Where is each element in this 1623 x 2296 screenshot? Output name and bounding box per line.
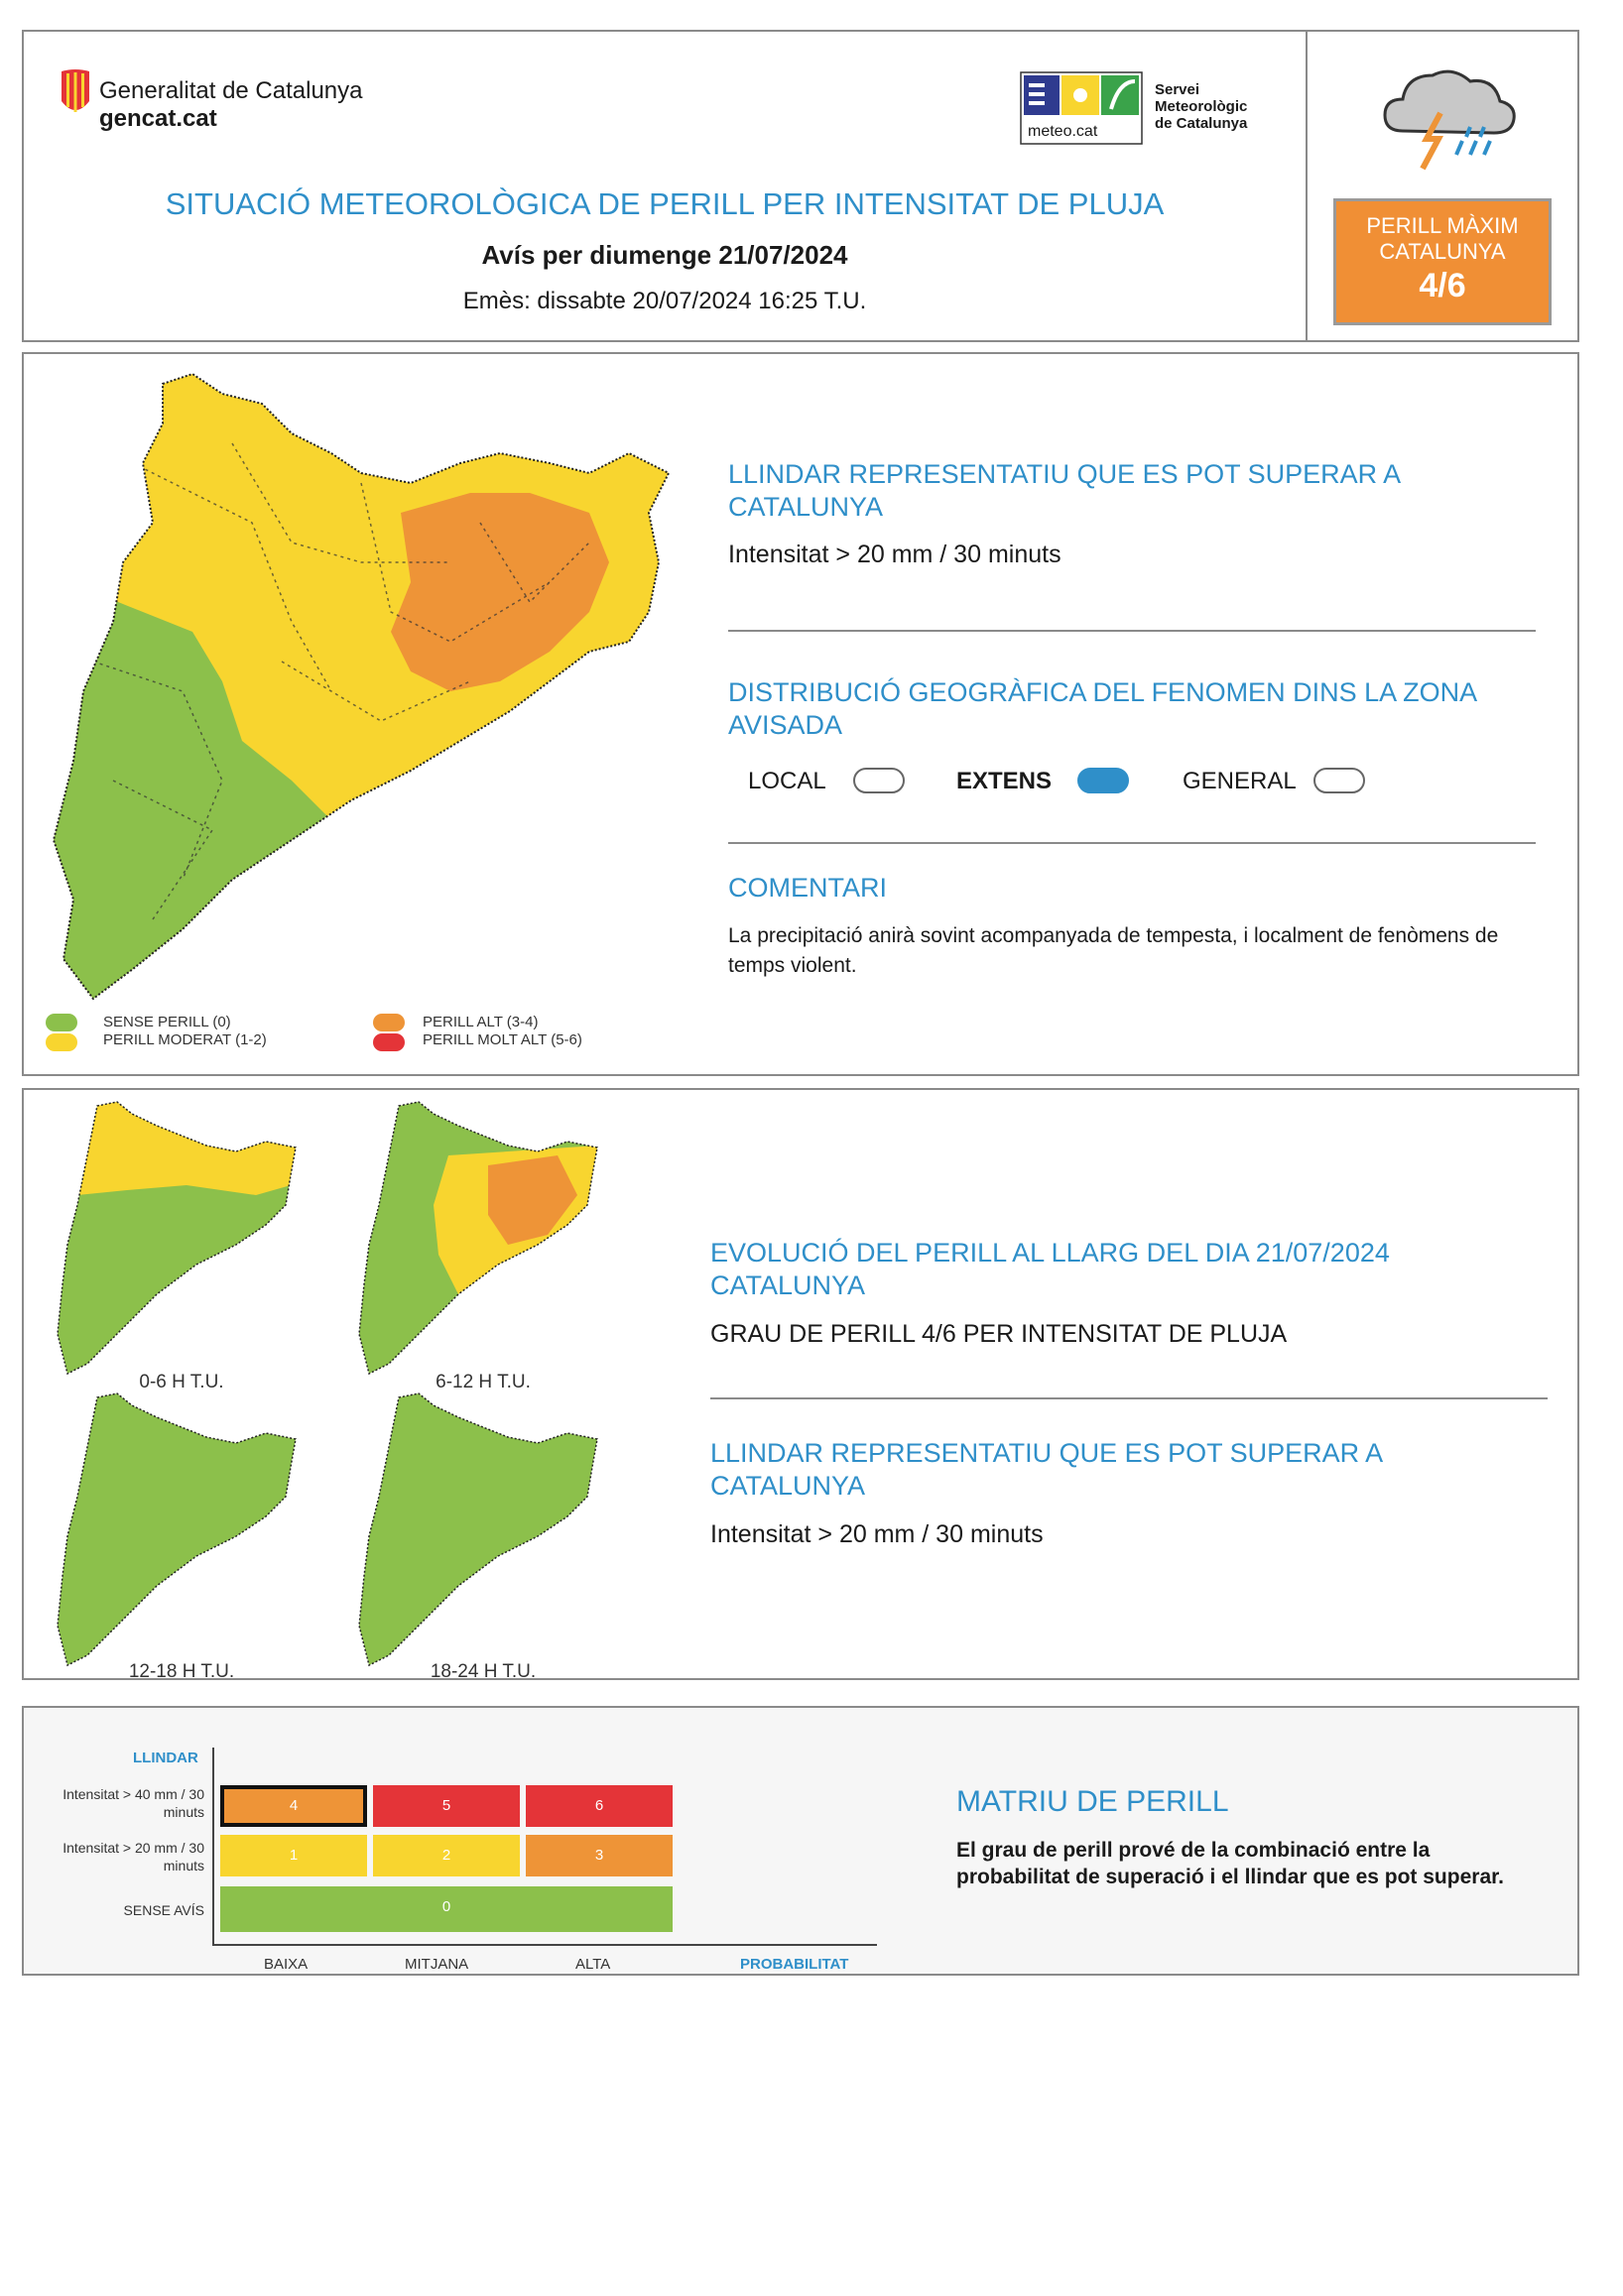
matrix-cell-5: 5 [373, 1785, 520, 1827]
avis-date: Avís per diumenge 21/07/2024 [481, 240, 848, 270]
period-label-6-12: 6-12 H T.U. [436, 1372, 531, 1392]
legend-label-no-danger: SENSE PERILL (0) [103, 1014, 231, 1030]
matrix-cell-0: 0 [220, 1886, 673, 1932]
divider [728, 630, 1536, 632]
matrix-title: MATRIU DE PERILL [956, 1785, 1229, 1818]
period-label-12-18: 12-18 H T.U. [128, 1661, 235, 1682]
distribution-local-indicator [853, 768, 905, 793]
perill-maxim-value: 4/6 [1419, 267, 1466, 304]
period-label-0-6: 0-6 H T.U. [139, 1372, 224, 1392]
matrix-cell-1: 1 [220, 1835, 367, 1876]
matrix-x-label-baixa: BAIXA [264, 1956, 309, 1973]
matrix-x-title: PROBABILITAT [740, 1956, 849, 1973]
org-site: gencat.cat [99, 105, 217, 132]
smc-line3: de Catalunya [1155, 115, 1248, 132]
llindar-title: LLINDAR REPRESENTATIU QUE ES POT SUPERAR A CATALUNYA [728, 459, 1400, 522]
header-panel [22, 30, 1579, 342]
divider [710, 1397, 1548, 1399]
legend-swatch-orange [373, 1014, 405, 1031]
header-divider [1306, 32, 1308, 340]
divider [728, 842, 1536, 844]
matrix-cell-6: 6 [526, 1785, 673, 1827]
distribution-general-label: GENERAL [1183, 768, 1297, 794]
emes-date: Emès: dissabte 20/07/2024 16:25 T.U. [462, 288, 867, 314]
distribution-extens-label: EXTENS [956, 768, 1053, 794]
matrix-y-axis [212, 1748, 214, 1946]
generalitat-logo-icon [58, 67, 93, 119]
matrix-cell-4: 4 [220, 1785, 367, 1827]
matrix-y-title: LLINDAR [133, 1750, 198, 1766]
smc-line2: Meteorològic [1155, 98, 1248, 115]
legend-label-high: PERILL ALT (3-4) [423, 1014, 539, 1030]
catalonia-hazard-map [34, 364, 698, 1009]
legend-swatch-red [373, 1033, 405, 1051]
matrix-x-label-alta: ALTA [575, 1956, 611, 1973]
matrix-panel [22, 1706, 1579, 1976]
perill-maxim-badge [1333, 198, 1552, 325]
legend-swatch-yellow [46, 1033, 77, 1051]
perill-maxim-label: PERILL MÀXIM [1366, 213, 1519, 238]
perill-maxim-region: CATALUNYA [1379, 239, 1506, 264]
rain-storm-cloud-icon [1363, 52, 1532, 181]
llindar-text: Intensitat > 20 mm / 30 minuts [728, 541, 1061, 568]
distribution-extens-indicator [1077, 768, 1129, 793]
smc-line1: Servei [1155, 81, 1200, 98]
matrix-x-axis [212, 1944, 877, 1946]
evolution-llindar-text: Intensitat > 20 mm / 30 minuts [710, 1520, 1044, 1548]
comentari-title: COMENTARI [728, 873, 887, 903]
page-title: SITUACIÓ METEOROLÒGICA DE PERILL PER INTENSITAT DE PLUJA [165, 186, 1165, 221]
evolution-llindar-title: LLINDAR REPRESENTATIU QUE ES POT SUPERAR A CATALUNYA [710, 1438, 1382, 1501]
legend-label-very-high: PERILL MOLT ALT (5-6) [423, 1031, 582, 1048]
evolution-text: GRAU DE PERILL 4/6 PER INTENSITAT DE PLUJA [710, 1320, 1288, 1348]
distribution-general-indicator [1313, 768, 1365, 793]
mini-map-12-18 [38, 1388, 325, 1675]
mini-map-0-6 [38, 1096, 325, 1384]
mini-map-18-24 [339, 1388, 627, 1675]
org-name: Generalitat de Catalunya [99, 77, 363, 104]
comentari-text: La precipitació anirà sovint acompanyada de tempesta, i localment de fenòmens de temps violent. [728, 924, 1499, 977]
distribution-title: DISTRIBUCIÓ GEOGRÀFICA DEL FENOMEN DINS LA ZONA AVISADA [728, 677, 1476, 740]
matrix-row-label-40: Intensitat > 40 mm / 30 minuts [62, 1786, 204, 1820]
distribution-local-label: LOCAL [748, 768, 826, 794]
legend-label-moderate: PERILL MODERAT (1-2) [103, 1031, 267, 1048]
period-label-18-24: 18-24 H T.U. [430, 1661, 537, 1682]
matrix-row-label-sense: SENSE AVÍS [123, 1902, 204, 1918]
meteocat-logo-text: meteo.cat [1028, 123, 1098, 140]
matrix-x-label-mitjana: MITJANA [405, 1956, 469, 1973]
main-forecast-panel [22, 352, 1579, 1076]
evolution-title: EVOLUCIÓ DEL PERILL AL LLARG DEL DIA 21/07/2024 CATALUNYA [710, 1238, 1390, 1300]
matrix-cell-3: 3 [526, 1835, 673, 1876]
evolution-panel [22, 1088, 1579, 1680]
legend-swatch-green [46, 1014, 77, 1031]
matrix-row-label-20: Intensitat > 20 mm / 30 minuts [62, 1840, 204, 1873]
smc-name [1155, 81, 1294, 132]
matrix-cell-2: 2 [373, 1835, 520, 1876]
mini-map-6-12 [339, 1096, 627, 1384]
matrix-text: El grau de perill prové de la combinació entre la probabilitat de superació i el llindar que es pot superar. [956, 1839, 1504, 1888]
